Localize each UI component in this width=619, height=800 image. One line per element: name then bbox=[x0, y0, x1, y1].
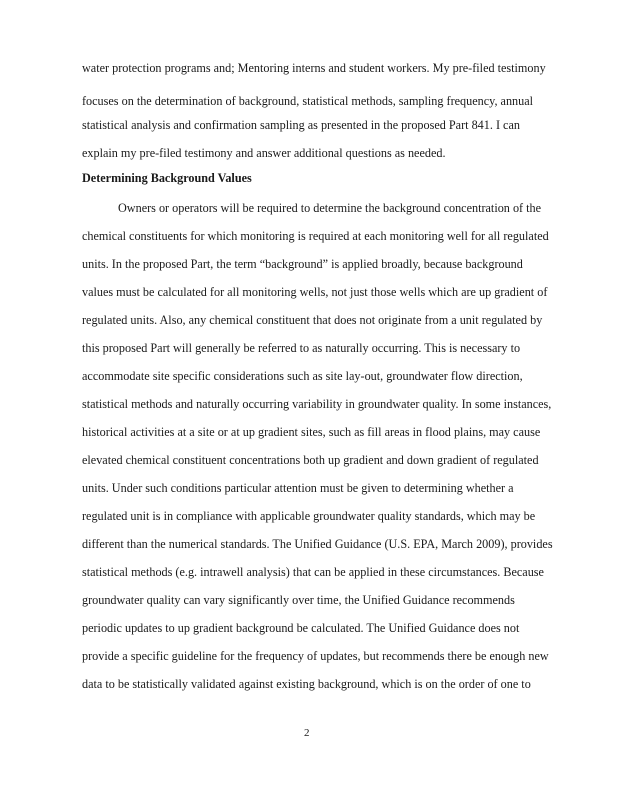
text-line: focuses on the determination of background, statistical methods, sampling frequency, annual bbox=[82, 94, 534, 108]
text-line: chemical constituents for which monitoring is required at each monitoring well for all regulated bbox=[82, 229, 549, 243]
text-line: values must be calculated for all monitoring wells, not just those wells which are up gradient of bbox=[82, 285, 548, 299]
text-line: historical activities at a site or at up gradient sites, such as fill areas in flood plains, may cause bbox=[82, 425, 541, 439]
text-line: provide a specific guideline for the frequency of updates, but recommends there be enough new bbox=[82, 649, 549, 663]
text-line: explain my pre-filed testimony and answer additional questions as needed. bbox=[82, 146, 446, 160]
text-line: groundwater quality can vary significantly over time, the Unified Guidance recommends bbox=[82, 593, 515, 607]
text-line: Owners or operators will be required to determine the background concentration of the bbox=[118, 201, 542, 215]
text-line: periodic updates to up gradient background be calculated. The Unified Guidance does not bbox=[82, 621, 520, 635]
text-line: statistical methods and naturally occurring variability in groundwater quality. In some instances, bbox=[82, 397, 552, 411]
page-number: 2 bbox=[304, 727, 310, 739]
section-heading: Determining Background Values bbox=[82, 171, 252, 185]
text-line: regulated units. Also, any chemical constituent that does not originate from a unit regulated by bbox=[82, 313, 543, 327]
text-line: units. Under such conditions particular attention must be given to determining whether a bbox=[82, 481, 514, 495]
text-line: elevated chemical constituent concentrations both up gradient and down gradient of regulated bbox=[82, 453, 539, 467]
text-line: statistical methods (e.g. intrawell analysis) that can be applied in these circumstances. Because bbox=[82, 565, 544, 579]
text-line: different than the numerical standards. The Unified Guidance (U.S. EPA, March 2009), provides bbox=[82, 537, 553, 551]
text-line: data to be statistically validated against existing background, which is on the order of one to bbox=[82, 677, 531, 691]
text-line: units. In the proposed Part, the term “background” is applied broadly, because background bbox=[82, 257, 523, 271]
text-line: this proposed Part will generally be referred to as naturally occurring. This is necessary to bbox=[82, 341, 521, 355]
text-line: accommodate site specific considerations such as site lay-out, groundwater flow direction, bbox=[82, 369, 523, 383]
text-line: water protection programs and; Mentoring interns and student workers. My pre-filed testimony bbox=[82, 61, 546, 75]
text-line: regulated unit is in compliance with applicable groundwater quality standards, which may be bbox=[82, 509, 536, 523]
text-line: statistical analysis and confirmation sampling as presented in the proposed Part 841. I can bbox=[82, 118, 520, 132]
